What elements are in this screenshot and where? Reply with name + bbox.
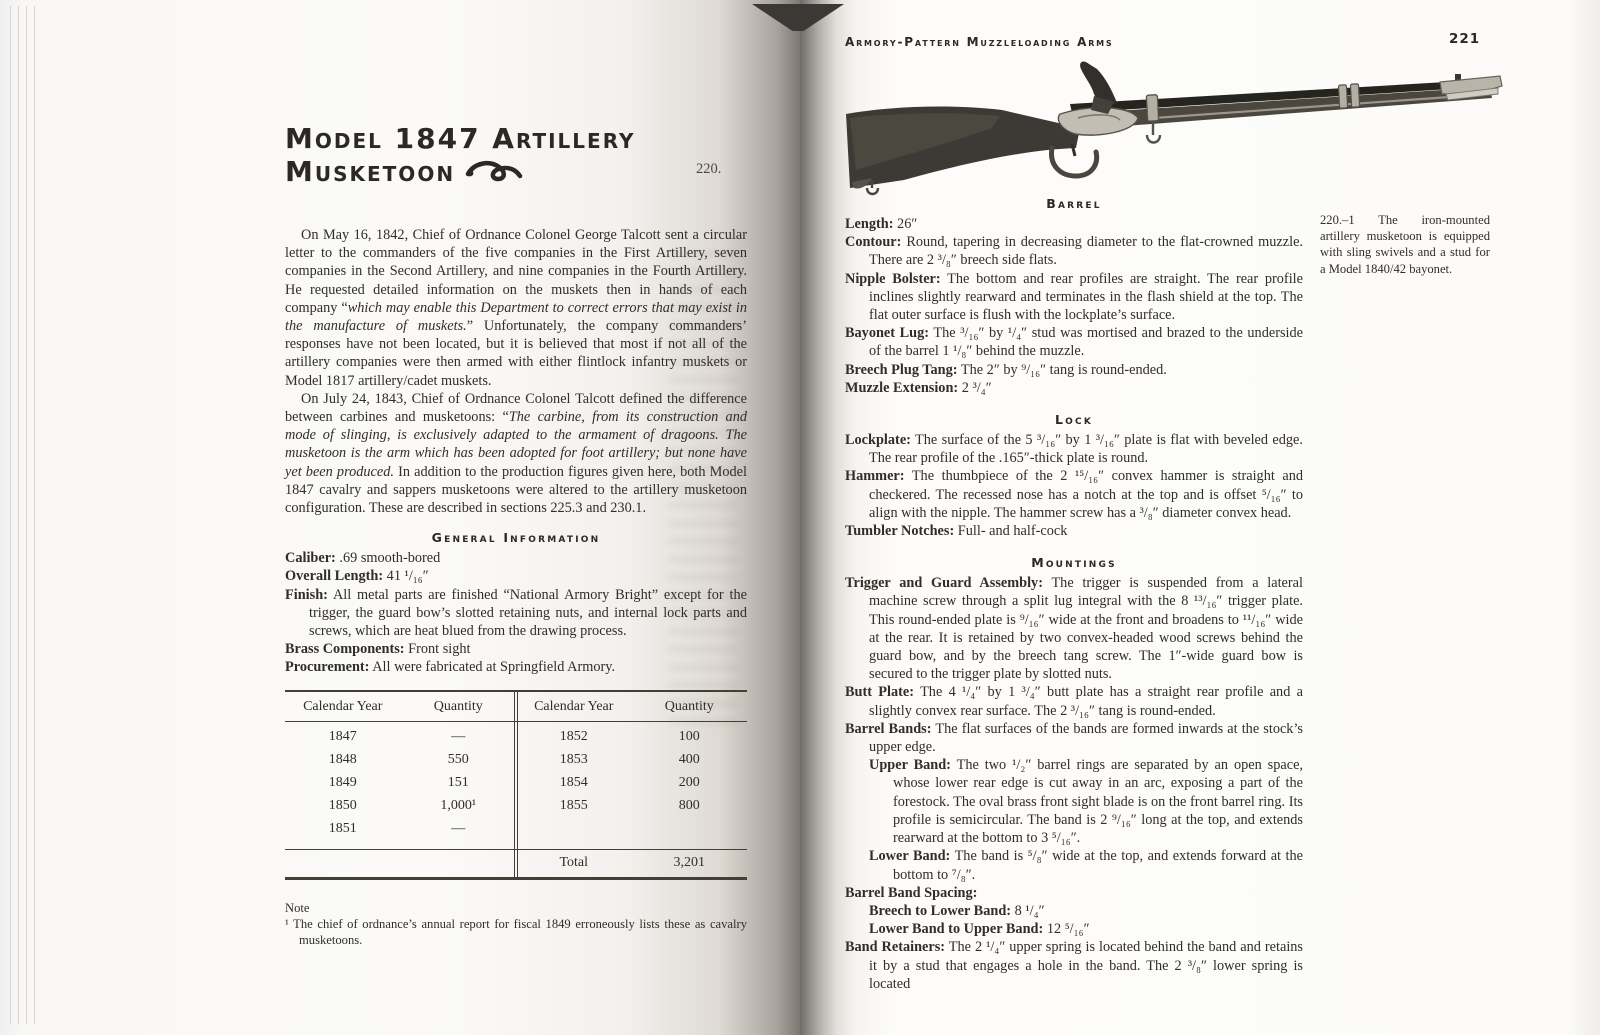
spec-trigger-guard-assembly: Trigger and Guard Assembly: The trigger is suspended from a lateral machine screw through a split lug integral with the 8 ¹³/₁₆″ trigger plate. This round-ended plate is ⁹/₁₆″ wide at the front and broadens to ¹¹/₁₆″ wide at the rear. It is retained by two convex-headed wood screws behind the guard bow, and by the breech tang screw. The 1″-wide guard bow is secured to the trigger plate by slotted nuts. — [845, 575, 1303, 683]
spec-bayonet-lug: Bayonet Lug: The ³/₁₆″ by ¹/₄″ stud was mortised and brazed to the underside of the barrel 1 ¹/₈″ behind the muzzle. — [845, 325, 1303, 360]
spec-brass-components: Brass Components: Front sight — [285, 641, 471, 658]
footnote-text: ¹ The chief of ordnance’s annual report for fiscal 1849 erroneously lists these as cavalry musketoons. — [285, 916, 747, 947]
title-line2: Musketoon — [285, 155, 456, 188]
page-edge-lines — [10, 6, 36, 1024]
musketoon-illustration — [842, 52, 1506, 200]
figure-ref: 220. — [696, 161, 722, 177]
lock-heading: Lock — [1055, 412, 1093, 428]
gutter-ink-bleed — [668, 250, 738, 730]
table-row: 1850 1,000¹ — [328, 798, 477, 814]
spec-caliber: Caliber: .69 smooth-bored — [285, 550, 441, 567]
spec-nipple-bolster: Nipple Bolster: The bottom and rear profiles are straight. The rear profile inclines slightly rearward and terminates in the flash shield at the top. The flat outer surface is flush with the lockplate’s surface. — [845, 270, 1303, 324]
footnote-heading: Note — [285, 900, 310, 915]
barrel-heading: Barrel — [1046, 196, 1102, 211]
spec-length: Length: 26″ — [845, 216, 918, 232]
spec-upper-band: Upper Band: The two ¹/₂″ barrel rings are separated by an open space, whose lower rear edge is cut away in an arc, exposing a part of the forestock. The oval brass front sight blade is on the front barrel ring. Its profile is semicircular. The band is 2 ⁹/₁₆″ long at the top, and extends rearward at the bottom to 3 ⁵/₁₆″. — [869, 757, 1303, 847]
footnote — [285, 900, 747, 948]
spec-lockplate: Lockplate: The surface of the 5 ³/₁₆″ by 1 ³/₁₆″ plate is flat with beveled edge. The rear profile of the .165″-thick plate is round. — [845, 432, 1303, 467]
right-text-column — [845, 196, 1303, 993]
page-title — [285, 122, 747, 188]
title-line1: Model 1847 Artillery — [285, 122, 636, 155]
spec-barrel-bands: Barrel Bands: The flat surfaces of the bands are formed inwards at the stock’s upper edge. — [845, 720, 1303, 756]
col-header-qty: Quantity — [664, 698, 714, 714]
spec-butt-plate: Butt Plate: The 4 ¹/₄″ by 1 ³/₄″ butt plate has a straight rear profile and a slightly convex rear surface. The 2 ³/₁₆″ tang is round-ended. — [845, 684, 1303, 719]
page-number: 221 — [1449, 31, 1481, 47]
table-row: 1854 200 — [559, 775, 700, 791]
spec-band-retainers: Band Retainers: The 2 ¹/₄″ upper spring is located behind the band and retains it by a stud that engages a hole in the band. The 2 ³/₈″ lower spring is located — [845, 939, 1303, 992]
table-row: 1848 550 — [328, 752, 469, 768]
spec-procurement: Procurement: All were fabricated at Springfield Armory. — [285, 659, 616, 676]
col-header-year: Calendar Year — [534, 698, 614, 714]
title-flourish-icon — [465, 159, 523, 185]
table-row: 1849 151 — [328, 775, 469, 791]
spec-breech-plug-tang: Breech Plug Tang: The 2″ by ⁹/₁₆″ tang is round-ended. — [845, 361, 1167, 378]
table-row: 1853 400 — [559, 752, 700, 768]
spec-contour: Contour: Round, tapering in decreasing diameter to the flat-crowned muzzle. There are 2 ³/₈″ breech side flats. — [845, 234, 1304, 269]
running-head: Armory-Pattern Muzzleloading Arms — [845, 35, 1114, 49]
spec-finish: Finish: All metal parts are finished “National Armory Bright” except for the trigger, the guard bow’s slotted retaining nuts, and internal lock parts and screws, which are heat blued from the drawing process. — [285, 586, 747, 640]
paragraph-1: On May 16, 1842, Chief of Ordnance Colonel George Talcott sent a circular letter to the commanders of the five companies in the First Artillery, seven companies in the Second Artillery, and nine companies in the Fourth Artillery. He requested detailed information on the muskets then in hands of each company “which may enable this Department to correct errors that may exist in the manufacture of muskets.” Unfortunately, the company commanders’ responses have not been located, but it is believed that most if not all of the artillery companies were then armed with either flintlock infantry muskets or Model 1817 artillery/cadet muskets. — [285, 227, 747, 389]
figure-caption: 220.–1 The iron-mounted artillery musketoon is equipped with sling swivels and a stud for a Model 1840/42 bayonet. — [1320, 213, 1490, 276]
spec-muzzle-extension: Muzzle Extension: 2 ³/₄″ — [845, 379, 992, 396]
table-row: 1847 — — [328, 729, 466, 745]
spec-lower-band: Lower Band: The band is ⁵/₈″ wide at the top, and extends forward at the bottom to ⁷/₈″. — [869, 848, 1303, 883]
table-row: 1855 800 — [559, 798, 700, 814]
spec-hammer: Hammer: The thumbpiece of the 2 ¹⁵/₁₆″ convex hammer is straight and checkered. The recessed nose has a notch at the top and is offset ⁵/₁₆″ to align with the nipple. The hammer screw has a ³/₈″ diameter convex head. — [845, 468, 1303, 521]
table-row: 1851 — — [328, 821, 466, 837]
col-header-year: Calendar Year — [303, 698, 383, 714]
spec-barrel-band-spacing: Barrel Band Spacing: — [845, 884, 978, 901]
total-value: 3,201 — [673, 855, 705, 871]
total-label: Total — [559, 855, 589, 871]
spec-overall-length: Overall Length: 41 ¹/₁₆″ — [285, 568, 429, 585]
general-information-heading: General Information — [431, 530, 601, 546]
spec-lower-to-upper-band: Lower Band to Upper Band: 12 ⁵/₁₆″ — [869, 921, 1090, 938]
spec-tumbler-notches: Tumbler Notches: Full- and half-cock — [845, 523, 1068, 540]
table-center-divider — [514, 692, 518, 877]
mountings-heading: Mountings — [1031, 555, 1117, 571]
paragraph-2: On July 24, 1843, Chief of Ordnance Colonel Talcott defined the difference between carbines and musketoons: “The carbine, from its construction and mode of slinging, is exclusively adapted to the armament of dragoons. The musketoon is the arm which has been adopted for foot artillery; but none have yet been produced. In addition to the production figures given here, both Model 1847 cavalry and sappers musketoons were altered to the artillery musketoon configuration. These are described in sections 225.3 and 230.1. — [285, 390, 748, 517]
col-header-qty: Quantity — [433, 698, 483, 714]
spec-breech-to-lower-band: Breech to Lower Band: 8 ¹/₄″ — [869, 902, 1045, 919]
table-row: 1852 100 — [559, 729, 700, 745]
